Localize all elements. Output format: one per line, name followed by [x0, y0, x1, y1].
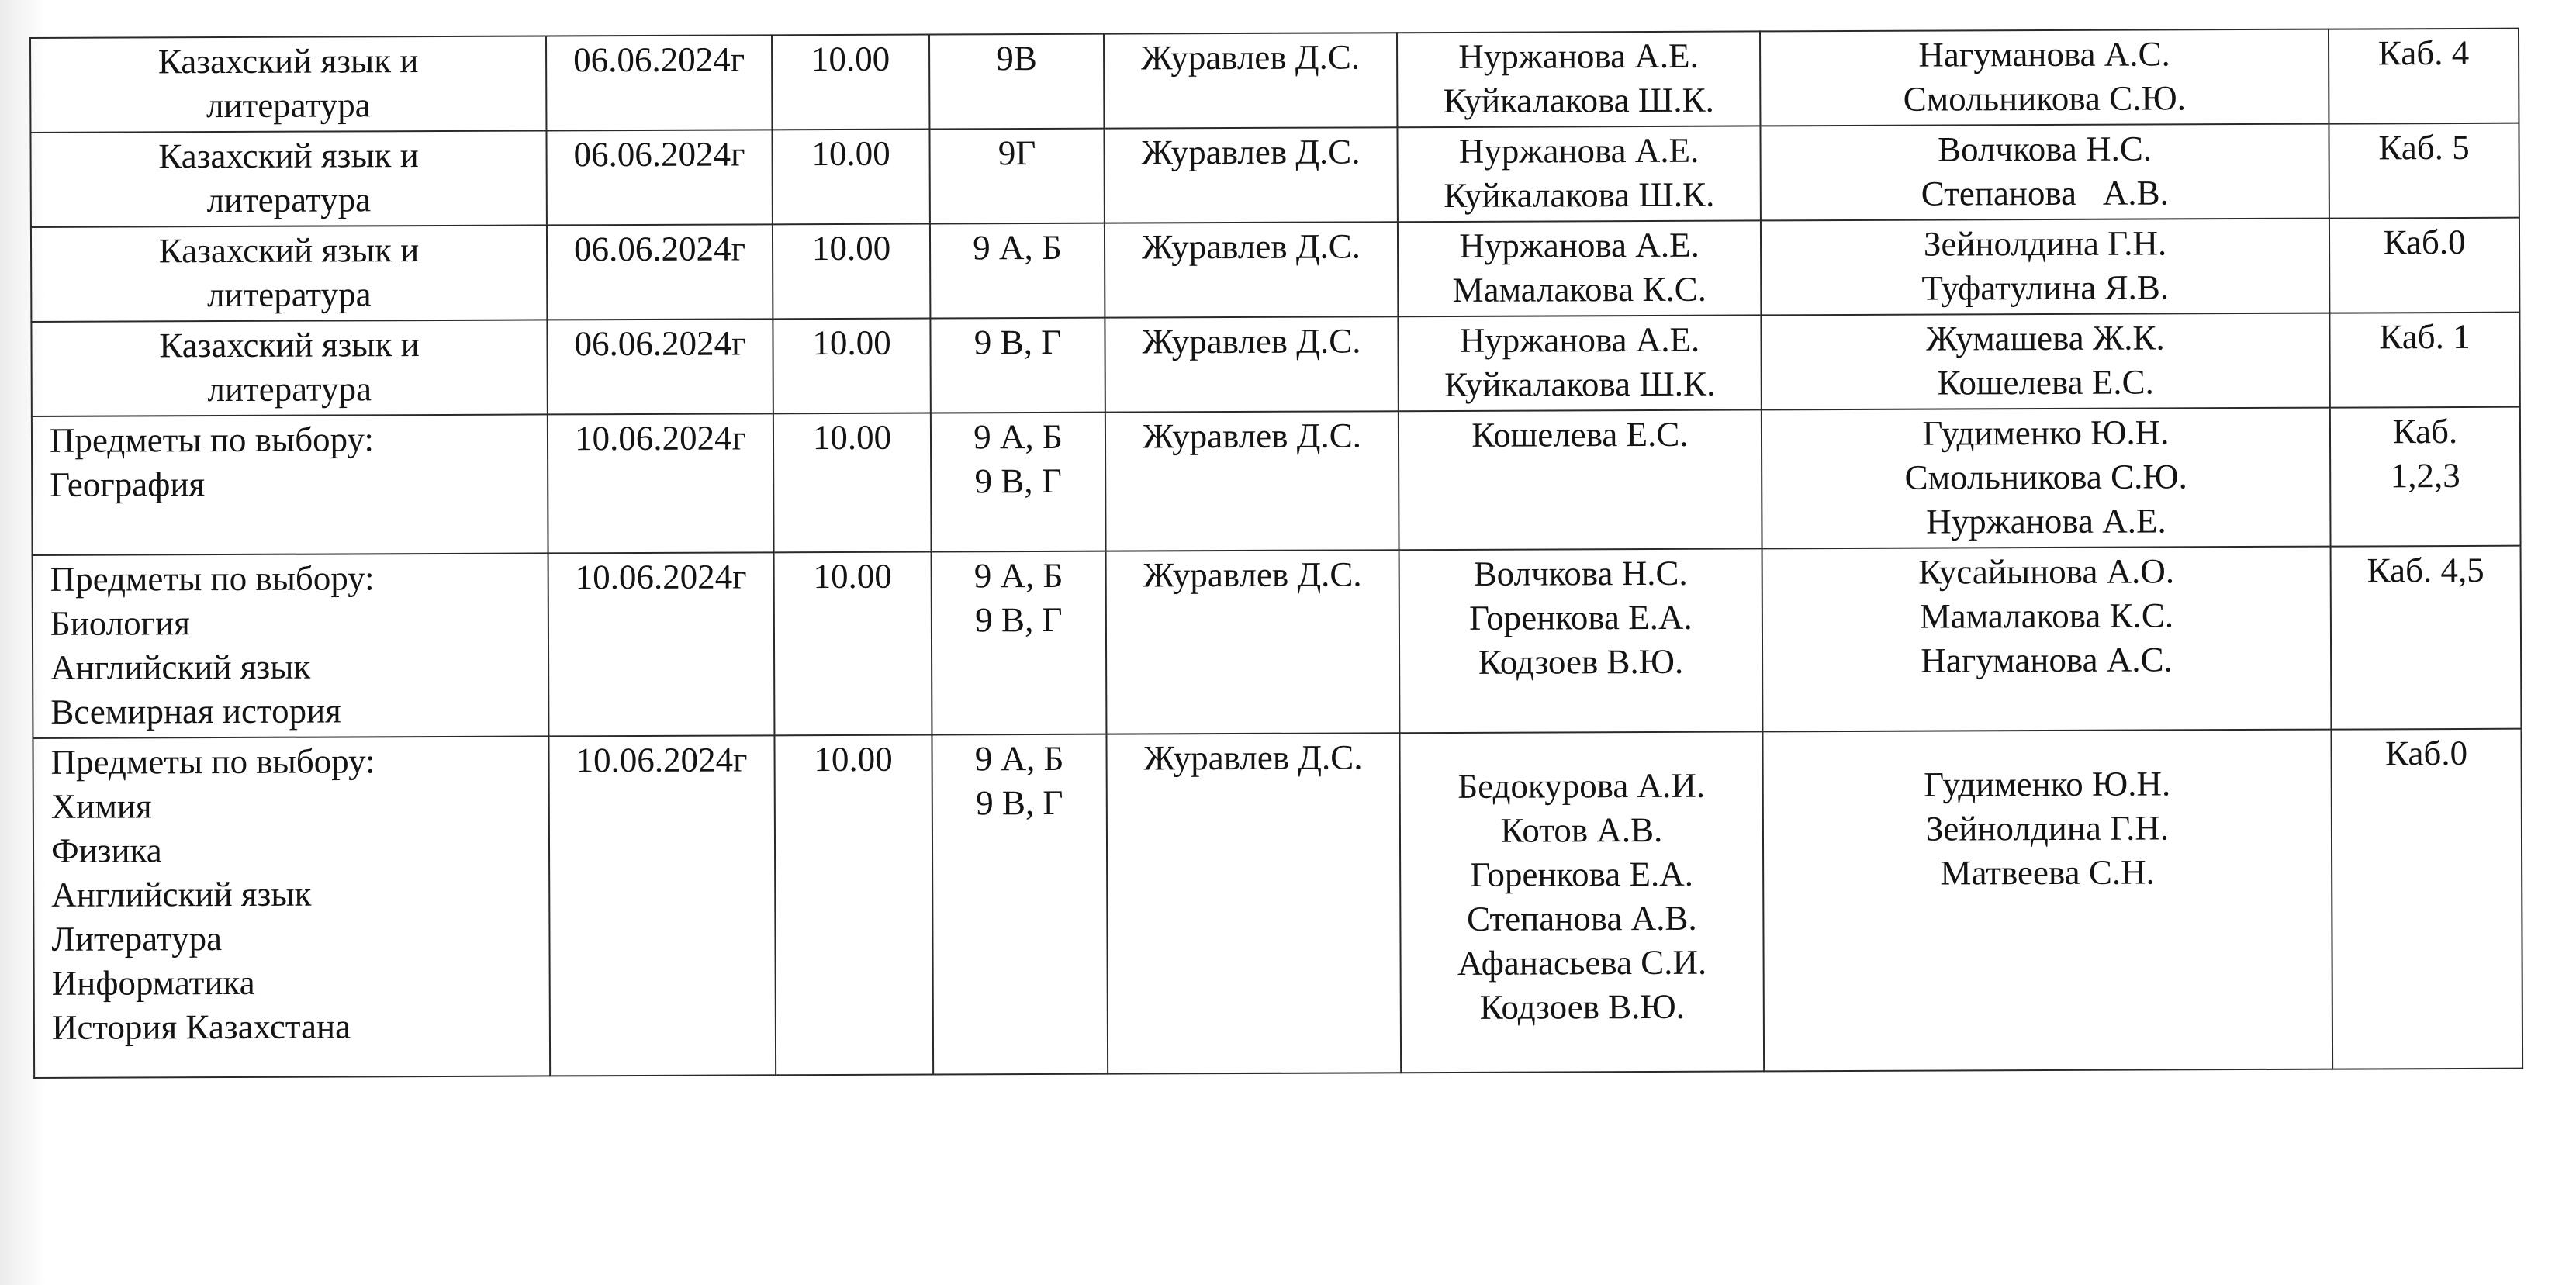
assistant-name: Матвеева С.Н.	[1940, 852, 2155, 893]
table-row	[33, 546, 2522, 738]
subject-cell	[32, 414, 548, 555]
room-line: Каб.0	[2384, 733, 2468, 773]
class-line: 9 А, Б	[973, 416, 1063, 457]
subject-cell	[30, 130, 546, 227]
room-line: 1,2,3	[2390, 455, 2460, 496]
room-line: Каб. 1	[2379, 316, 2471, 357]
organizer-cell: Журавлев Д.С.	[1104, 33, 1397, 128]
examiner-name: Бедокурова А.И.	[1457, 765, 1706, 806]
subject-line: Казахский язык и	[158, 136, 419, 176]
examiner-name: Степанова А.В.	[1466, 898, 1697, 938]
assistant-name: Кошелева Е.С.	[1937, 362, 2154, 402]
subject-line: Казахский язык и	[157, 41, 419, 81]
class-line: 9 В, Г	[975, 599, 1063, 640]
examiners-cell	[1398, 315, 1761, 411]
class-cell	[929, 34, 1104, 130]
table-row	[33, 729, 2522, 1078]
exam-schedule-table	[29, 28, 2523, 1079]
subject-line: Информатика	[51, 962, 255, 1003]
subject-line: литература	[206, 85, 371, 126]
room-line: Каб. 4	[2377, 33, 2470, 73]
subject-line: Предметы по выбору:	[49, 420, 374, 460]
assistant-name: Зейнолдина Г.Н.	[1923, 223, 2167, 264]
assistants-cell	[1761, 219, 2329, 316]
subject-line: литература	[207, 369, 372, 409]
table-row	[32, 407, 2521, 555]
table-row	[31, 218, 2519, 322]
examiner-name: Волчкова Н.С.	[1473, 553, 1688, 593]
assistant-name: Степанова А.В.	[1921, 173, 2169, 213]
organizer-cell: Журавлев Д.С.	[1105, 316, 1398, 412]
assistant-name: Смольникова С.Ю.	[1904, 457, 2187, 497]
time-cell: 10.00	[773, 224, 930, 320]
examiners-cell	[1397, 126, 1760, 222]
examiner-name: Кошелева Е.С.	[1471, 414, 1689, 454]
examiners-cell	[1399, 731, 1764, 1073]
assistant-name: Мамалакова К.С.	[1919, 596, 2174, 636]
table-row	[31, 313, 2519, 416]
assistant-name: Нуржанова А.Е.	[1926, 501, 2166, 541]
assistants-cell	[1761, 313, 2329, 410]
room-cell	[2331, 729, 2522, 1069]
assistant-name: Жумашева Ж.К.	[1926, 318, 2165, 358]
class-line: 9 В, Г	[976, 782, 1063, 823]
class-line: 9 В, Г	[973, 322, 1062, 362]
assistant-name: Гудименко Ю.Н.	[1924, 764, 2171, 804]
examiner-name: Горенкова Е.А.	[1469, 597, 1693, 637]
examiners-cell	[1398, 220, 1761, 316]
subject-line: География	[50, 465, 206, 504]
examiners-cell	[1399, 409, 1762, 550]
class-cell	[931, 413, 1106, 552]
examiner-name: Кодзоев В.Ю.	[1479, 986, 1686, 1027]
room-cell	[2329, 123, 2519, 219]
subject-line: Литература	[51, 919, 223, 959]
assistant-name: Гудименко Ю.Н.	[1922, 413, 2170, 453]
class-line: 9В	[996, 39, 1037, 78]
subject-cell	[33, 553, 549, 738]
assistants-cell	[1760, 124, 2329, 221]
subject-cell	[31, 320, 547, 416]
date-cell: 06.06.2024г	[546, 130, 772, 225]
examiner-name: Нуржанова А.Е.	[1458, 130, 1699, 171]
examiner-name: Афанасьева С.И.	[1457, 942, 1707, 983]
time-cell: 10.00	[774, 552, 932, 736]
date-cell: 10.06.2024г	[548, 413, 774, 553]
assistant-name: Смольникова С.Ю.	[1903, 78, 2187, 119]
room-cell	[2329, 29, 2519, 124]
subject-line: Английский язык	[50, 647, 311, 687]
examiner-name: Куйкалакова Ш.К.	[1444, 364, 1716, 404]
examiner-name: Мамалакова К.С.	[1452, 269, 1707, 309]
room-line: Каб.	[2392, 411, 2458, 451]
table-row	[30, 123, 2519, 227]
time-cell: 10.00	[772, 130, 929, 225]
organizer-cell: Журавлев Д.С.	[1106, 733, 1401, 1073]
subject-line: литература	[206, 180, 372, 220]
room-cell	[2330, 407, 2521, 547]
time-cell: 10.00	[773, 319, 930, 414]
assistant-name: Нагуманова А.С.	[1918, 34, 2170, 74]
assistants-cell	[1760, 29, 2329, 126]
room-cell	[2329, 313, 2519, 408]
subject-line: История Казахстана	[51, 1007, 351, 1047]
class-line: 9 А, Б	[973, 227, 1062, 268]
assistant-name: Нагуманова А.С.	[1921, 640, 2173, 680]
assistants-cell	[1762, 547, 2332, 732]
room-cell	[2329, 218, 2519, 313]
class-cell	[932, 734, 1108, 1075]
organizer-cell: Журавлев Д.С.	[1106, 550, 1400, 734]
date-cell: 06.06.2024г	[547, 224, 773, 320]
room-line: Каб.0	[2383, 222, 2466, 262]
organizer-cell: Журавлев Д.С.	[1105, 411, 1399, 551]
class-line: 9 В, Г	[974, 461, 1062, 501]
subject-line: Всемирная история	[50, 691, 341, 731]
examiners-cell	[1399, 548, 1763, 733]
examiner-name: Котов А.В.	[1500, 810, 1663, 850]
time-cell: 10.00	[773, 413, 932, 553]
room-line: Каб. 5	[2378, 127, 2470, 168]
class-line: 9 А, Б	[973, 555, 1063, 596]
assistant-name: Волчкова Н.С.	[1937, 129, 2152, 169]
table-row	[30, 29, 2519, 133]
date-cell: 10.06.2024г	[548, 735, 776, 1076]
subject-line: литература	[206, 275, 372, 315]
subject-line: Физика	[50, 831, 162, 870]
subject-line: Английский язык	[51, 874, 312, 914]
time-cell: 10.00	[774, 735, 933, 1076]
time-cell: 10.00	[772, 35, 929, 130]
assistants-cell	[1762, 408, 2331, 549]
subject-cell	[30, 36, 546, 133]
subject-cell	[33, 736, 550, 1078]
date-cell: 10.06.2024г	[548, 552, 775, 736]
class-cell	[930, 318, 1105, 413]
examiners-cell	[1397, 31, 1760, 127]
examiner-name: Нуржанова А.Е.	[1459, 320, 1700, 360]
subject-line: Биология	[50, 603, 191, 643]
class-cell	[929, 129, 1104, 224]
subject-line: Предметы по выбору:	[50, 558, 375, 599]
class-line: 9 А, Б	[974, 738, 1064, 779]
examiner-name: Нуржанова А.Е.	[1458, 36, 1699, 76]
assistant-name: Зейнолдина Г.Н.	[1925, 808, 2170, 848]
subject-line: Казахский язык и	[159, 325, 420, 365]
organizer-cell: Журавлев Д.С.	[1105, 222, 1398, 317]
class-cell	[930, 223, 1105, 319]
subject-line: Казахский язык и	[158, 230, 420, 271]
room-cell	[2331, 546, 2522, 730]
date-cell: 06.06.2024г	[546, 35, 772, 130]
subject-cell	[31, 225, 547, 322]
examiner-name: Куйкалакова Ш.К.	[1444, 174, 1715, 216]
class-cell	[932, 551, 1107, 735]
subject-line: Химия	[50, 786, 152, 826]
assistant-name: Кусайынова А.О.	[1918, 551, 2175, 592]
examiner-name: Горенкова Е.А.	[1470, 854, 1694, 894]
assistants-cell	[1762, 730, 2332, 1072]
room-line: Каб. 4,5	[2367, 550, 2484, 590]
examiner-name: Нуржанова А.Е.	[1459, 225, 1699, 265]
examiner-name: Куйкалакова Ш.К.	[1443, 80, 1714, 121]
class-line: 9Г	[998, 133, 1036, 173]
assistant-name: Туфатулина Я.В.	[1921, 268, 2170, 308]
date-cell: 06.06.2024г	[547, 319, 773, 414]
subject-line: Предметы по выбору:	[50, 741, 375, 782]
organizer-cell: Журавлев Д.С.	[1104, 127, 1397, 223]
examiner-name: Кодзоев В.Ю.	[1478, 641, 1684, 682]
